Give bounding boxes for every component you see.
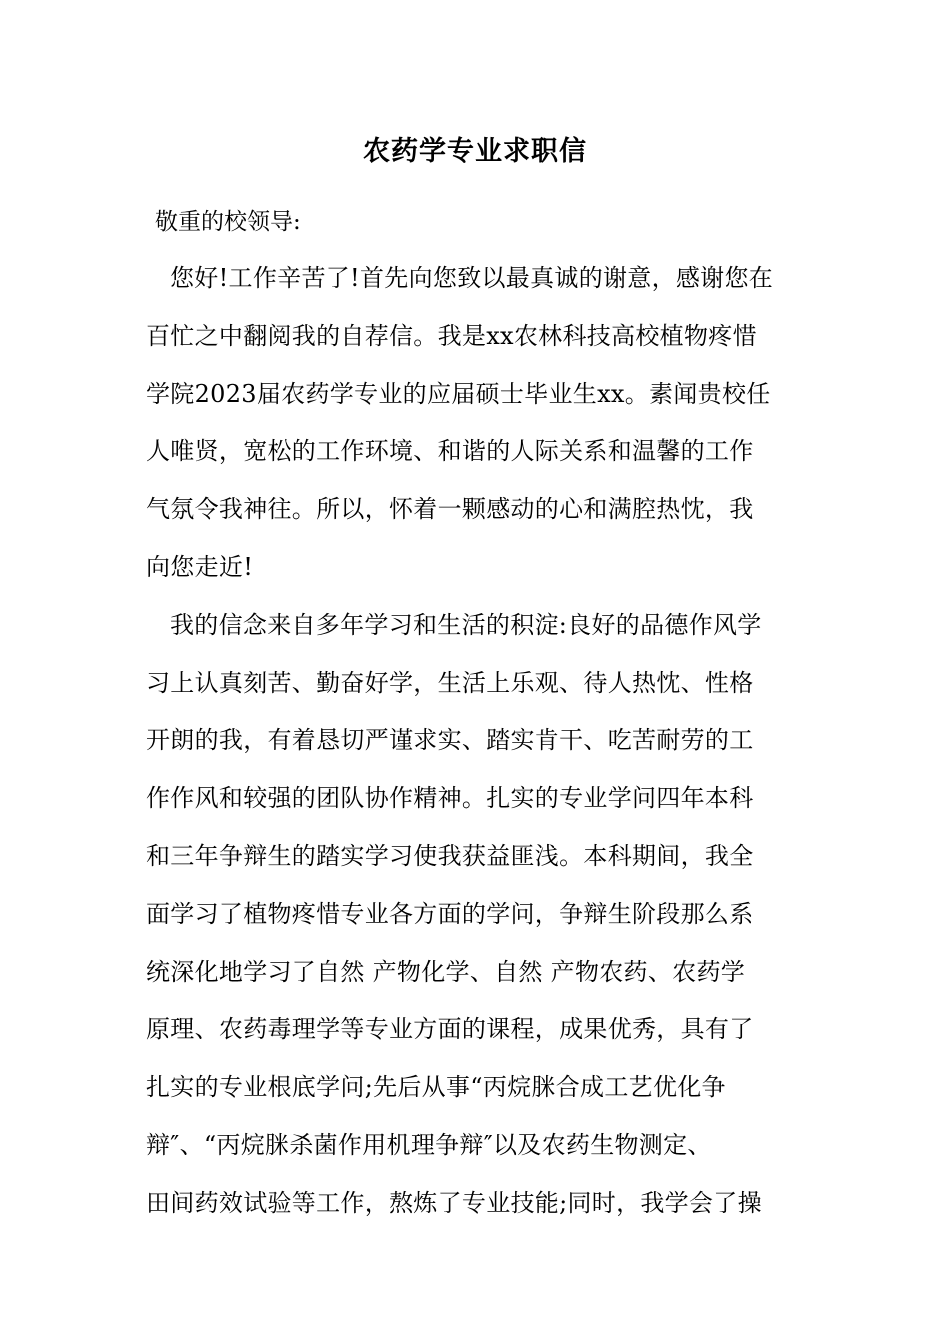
body-line: 统深化地学习了自然 产物化学、自然 产物农药、农药学 [146, 957, 746, 986]
body-line: 作作风和较强的团队协作精神。扎实的专业学问四年本科 [146, 784, 754, 813]
body-line: 和三年争辩生的踏实学习使我获益匪浅。本科期间，我全 [146, 841, 754, 870]
body-line: 我的信念来自多年学习和生活的积淀:良好的品德作风学 [170, 610, 762, 639]
page-title: 农药学专业求职信 [363, 136, 587, 167]
body-line: 面学习了植物疼惜专业各方面的学问，争辩生阶段那么系 [146, 899, 754, 928]
body-line: 原理、农药毒理学等专业方面的课程，成果优秀，具有了 [146, 1015, 754, 1044]
body-line: 学院2023届农药学专业的应届硕士毕业生xx。素闻贵校任 [146, 379, 771, 408]
body-line: 人唯贤，宽松的工作环境、和谐的人际关系和温馨的工作 [146, 437, 754, 466]
salutation: 敬重的校领导: [155, 209, 301, 235]
body-line: 田间药效试验等工作，熬炼了专业技能;同时，我学会了操 [146, 1188, 762, 1217]
body-line: 气氛令我神往。所以，怀着一颗感动的心和满腔热忱，我 [146, 495, 754, 524]
body-line: 辩″、“丙烷脒杀菌作用机理争辩″以及农药生物测定、 [146, 1130, 712, 1159]
letter-body [146, 256, 826, 1239]
body-line: 百忙之中翻阅我的自荐信。我是xx农林科技高校植物疼惜 [146, 321, 757, 350]
body-line: 扎实的专业根底学问;先后从事“丙烷脒合成工艺优化争 [146, 1073, 726, 1102]
body-line: 习上认真刻苦、勤奋好学，生活上乐观、待人热忱、性格 [146, 668, 754, 697]
body-line: 向您走近! [146, 552, 254, 581]
body-line: 开朗的我，有着恳切严谨求实、踏实肯干、吃苦耐劳的工 [146, 726, 754, 755]
body-line: 您好!工作辛苦了!首先向您致以最真诚的谢意，感谢您在 [170, 264, 774, 292]
